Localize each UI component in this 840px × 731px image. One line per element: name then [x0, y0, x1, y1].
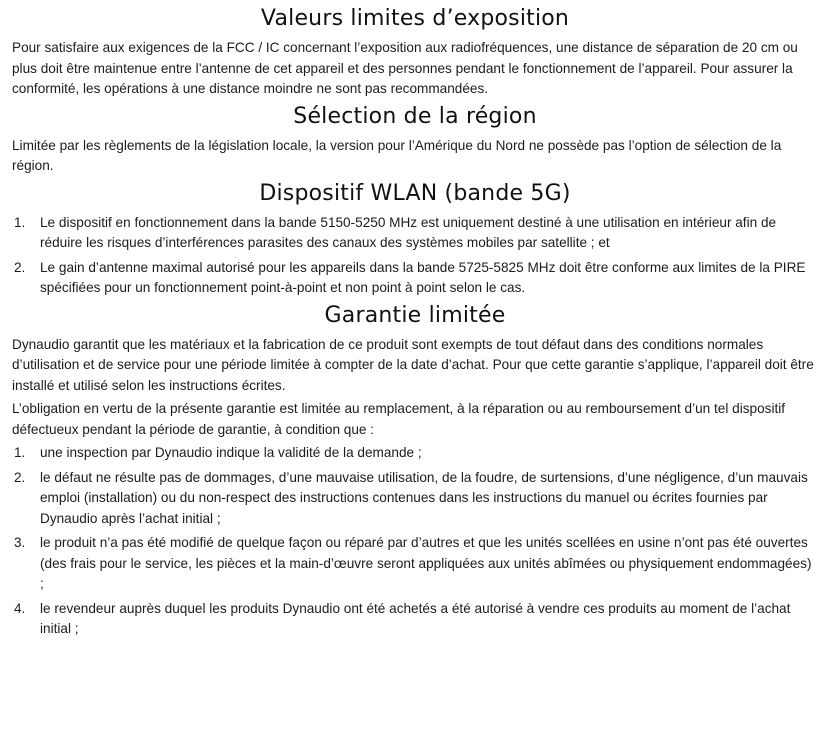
list-text: le revendeur auprès duquel les produits Dynaudio ont été achetés a été autorisé à vendre ces produits au moment de l’achat initial ; — [40, 600, 791, 636]
list-number: 2. — [14, 259, 26, 275]
list-number: 2. — [14, 469, 26, 485]
paragraph: L’obligation en vertu de la présente garantie est limitée au remplacement, à la réparation ou au remboursement d’un tel dispositif défectueux pendant la période de garantie, à condition que : — [12, 401, 786, 437]
list-item — [12, 213, 818, 254]
paragraph: Limitée par les règlements de la législation locale, la version pour l’Amérique du Nord ne possède pas l’option de sélection de la région. — [12, 137, 782, 173]
list-item — [12, 468, 818, 530]
list-item — [12, 443, 818, 464]
paragraph: Dynaudio garantit que les matériaux et la fabrication de ce produit sont exempts de tout défaut dans des conditions normales d’utilisation et de service pour une période limitée à compter de la date d’achat. Pour que cette garantie s’applique, l’appareil doit être installé et utilisé selon les instructions écrites. — [12, 336, 814, 393]
list-item — [12, 599, 818, 640]
section-wlan-device — [12, 181, 818, 299]
section-title: Sélection de la région — [293, 103, 537, 129]
list-number: 1. — [14, 445, 26, 460]
section-exposure-limits — [12, 6, 818, 100]
section-title: Dispositif WLAN (bande 5G) — [259, 180, 571, 206]
list-number: 4. — [14, 600, 26, 616]
list-number: 3. — [14, 535, 26, 550]
numbered-list — [12, 213, 818, 299]
section-title: Garantie limitée — [324, 302, 506, 328]
list-text: le défaut ne résulte pas de dommages, d’une mauvaise utilisation, de la foudre, de surtensions, d’une négligence, d’un mauvais emploi (installation) ou du non-respect des instructions contenues dans les instructions du manuel ou écrites fournies par Dynaudio après l’achat initial ; — [40, 469, 808, 526]
list-text: une inspection par Dynaudio indique la validité de la demande ; — [40, 445, 422, 460]
section-limited-warranty — [12, 303, 818, 640]
list-item — [12, 533, 818, 595]
section-title: Valeurs limites d’exposition — [260, 6, 570, 31]
list-text: Le gain d’antenne maximal autorisé pour les appareils dans la bande 5725-5825 MHz doit être conforme aux limites de la PIRE spécifiées pour un fonctionnement point-à-point et non point à point selon le cas. — [40, 259, 806, 295]
section-region-selection — [12, 104, 818, 177]
paragraph: Pour satisfaire aux exigences de la FCC / IC concernant l’exposition aux radiofréquences, une distance de séparation de 20 cm ou plus doit être maintenue entre l’antenne de cet appareil et des personnes pendant le fonctionnement de l’appareil. Pour assurer la conformité, les opérations à une distance moindre ne sont pas recommandées. — [12, 40, 798, 96]
list-item — [12, 258, 818, 299]
list-number: 1. — [14, 214, 26, 230]
list-text: Le dispositif en fonctionnement dans la bande 5150-5250 MHz est uniquement destiné à une utilisation en intérieur afin de réduire les risques d’interférences parasites des canaux des systèmes mobiles par satellite ; et — [40, 214, 777, 250]
list-text: le produit n’a pas été modifié de quelque façon ou réparé par d’autres et que les unités scellées en usine n’ont pas été ouvertes (des frais pour le service, les pièces et la main-d’œuvre seront appliquées aux unités abîmées ou physiquement endommagées) ; — [40, 535, 812, 591]
numbered-list — [12, 443, 818, 640]
